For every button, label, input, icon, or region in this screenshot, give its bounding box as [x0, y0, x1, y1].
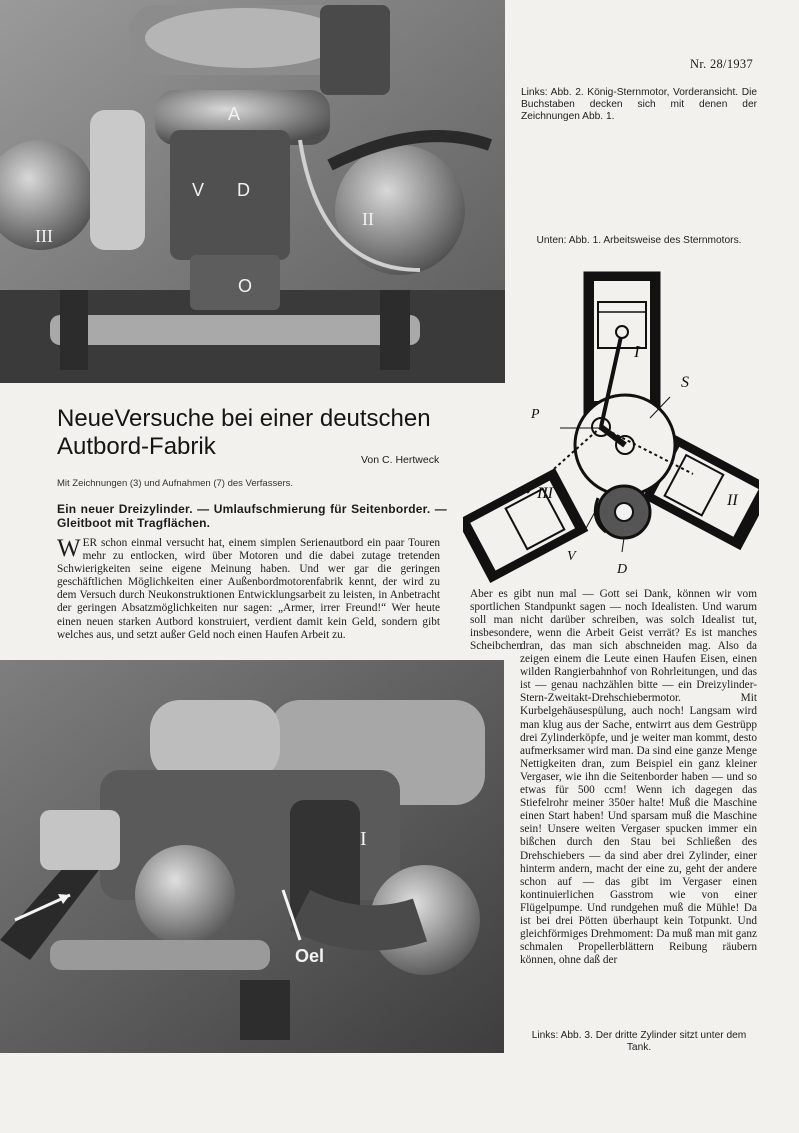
issue-number: Nr. 28/1937 [690, 57, 754, 71]
article-author: Von C. Hertweck [361, 454, 440, 466]
fig1-label-v: V [567, 549, 576, 564]
fig2-label-o: O [238, 276, 253, 296]
fig1-label-p: P [531, 407, 540, 422]
fig2-label-c3: III [35, 226, 53, 246]
fig1-caption: Unten: Abb. 1. Arbeitsweise des Sternmotors. [536, 235, 742, 246]
article-credits: Mit Zeichnungen (3) und Aufnahmen (7) des Verfassers. [57, 478, 294, 489]
article-subhead: Ein neuer Dreizylinder. — Umlaufschmierung für Seitenborder. — Gleitboot mit Tragflächen. [57, 502, 447, 530]
star-engine-diagram [463, 265, 759, 587]
article-column-right-top: Aber es gibt nun mal — Gott sei Dank, können wir vom sportlichen Standpunkt sagen — noch Idealisten. Und warum soll man nicht darüber schreiben, was solch Idealist tut, insbesondere, wenn die Arbeit Geist verrät? Es ist manches Scheibchen [470, 588, 757, 653]
article-intro: WER schon einmal versucht hat, einem simplen Serienautbord ein paar Touren mehr zu entlocken, wird über Motoren und die dabei zutage tretenden Schwierigkeiten seine eigene Meinung haben. Und wer gar die geringen geschäftlichen Möglichkeiten einer Außenbordmotorenfabrik kennt, der wird zu dem Versuch durch Neukonstruktionen Entwicklungsarbeit zu leisten, in Anbetracht der geringen Absatzmöglichkeiten nur sagen: „Armer, irrer Freund!“ Wer heute einen neuen starken Autbord konstruiert, verdient damit kein Geld, sondern gibt welches aus, und setzt außer Geld noch einen Haufen Arbeit zu. [57, 535, 440, 641]
fig3-label-i: I [360, 828, 367, 850]
photo-fig2 [0, 0, 505, 383]
photo-fig3 [0, 660, 504, 1053]
article-title: NeueVersuche bei einer deutschen Autbord-Fabrik [57, 405, 431, 460]
fig1-label-i: I [634, 342, 640, 361]
fig1-label-iii: III [537, 485, 553, 502]
fig1-label-s: S [681, 374, 689, 391]
fig2-label-d: D [237, 180, 250, 200]
fig2-label-a: A [228, 104, 241, 124]
fig2-label-v: V [192, 180, 205, 200]
fig3-caption: Links: Abb. 3. Der dritte Zylinder sitzt unter dem Tank. [531, 1030, 747, 1053]
fig2-label-c2: II [362, 209, 374, 229]
fig1-label-ii: II [727, 492, 738, 509]
fig3-label-oel: Oel [295, 946, 325, 966]
fig1-label-d: D [617, 562, 628, 577]
article-column-right: dran, das man sich abschneiden mag. Also da zeigen einem die Leute einen Haufen Eisen, einen wilden Rangierbahnhof von Rohrleitungen, und das ist — genau nachzählen bitte — ein Dreizylinder-Stern-Zweitakt-Drehschiebermotor. Mit Kurbelgehäusespülung, auch noch! Langsam wird man klug aus der Sache, entwirrt aus dem Gestrüpp drei Zylinderköpfe, und je weiter man kommt, desto aufmerksamer wird man. Da sind eine ganze Menge Nettigkeiten dran, zum Beispiel ein ganz kleiner Vergaser, wie ihn die Seitenborder haben — und so etwas für 500 ccm! Wenn ich dagegen das Stiefelrohr meiner 350er halte! Muß die Maschine einen Start haben! Und sparsam muß die Maschine sein! Unsere weiten Vergaser spucken immer ein bißchen durch den Stau bei Schließen des Drehschiebers — da sind aber drei Zylinder, einer hinterm andern, macht der eine zu, geht der andere schon auf — das gibt im Vergaser einen kontinuierlichen Gasstrom wie von einer Flügelpumpe. Und rundgehen muß die Mühle! Da ist bei drei Pötten überhaupt kein Totpunkt. Und gleichförmiges Drehmoment: Da muß man mit ganz schmalen Propellerblättern Reibung räubern können, ohne daß der [520, 640, 757, 967]
fig2-caption: Links: Abb. 2. König-Sternmotor, Vorderansicht. Die Buchstaben decken sich mit denen der Zeichnungen Abb. 1. [521, 87, 757, 122]
